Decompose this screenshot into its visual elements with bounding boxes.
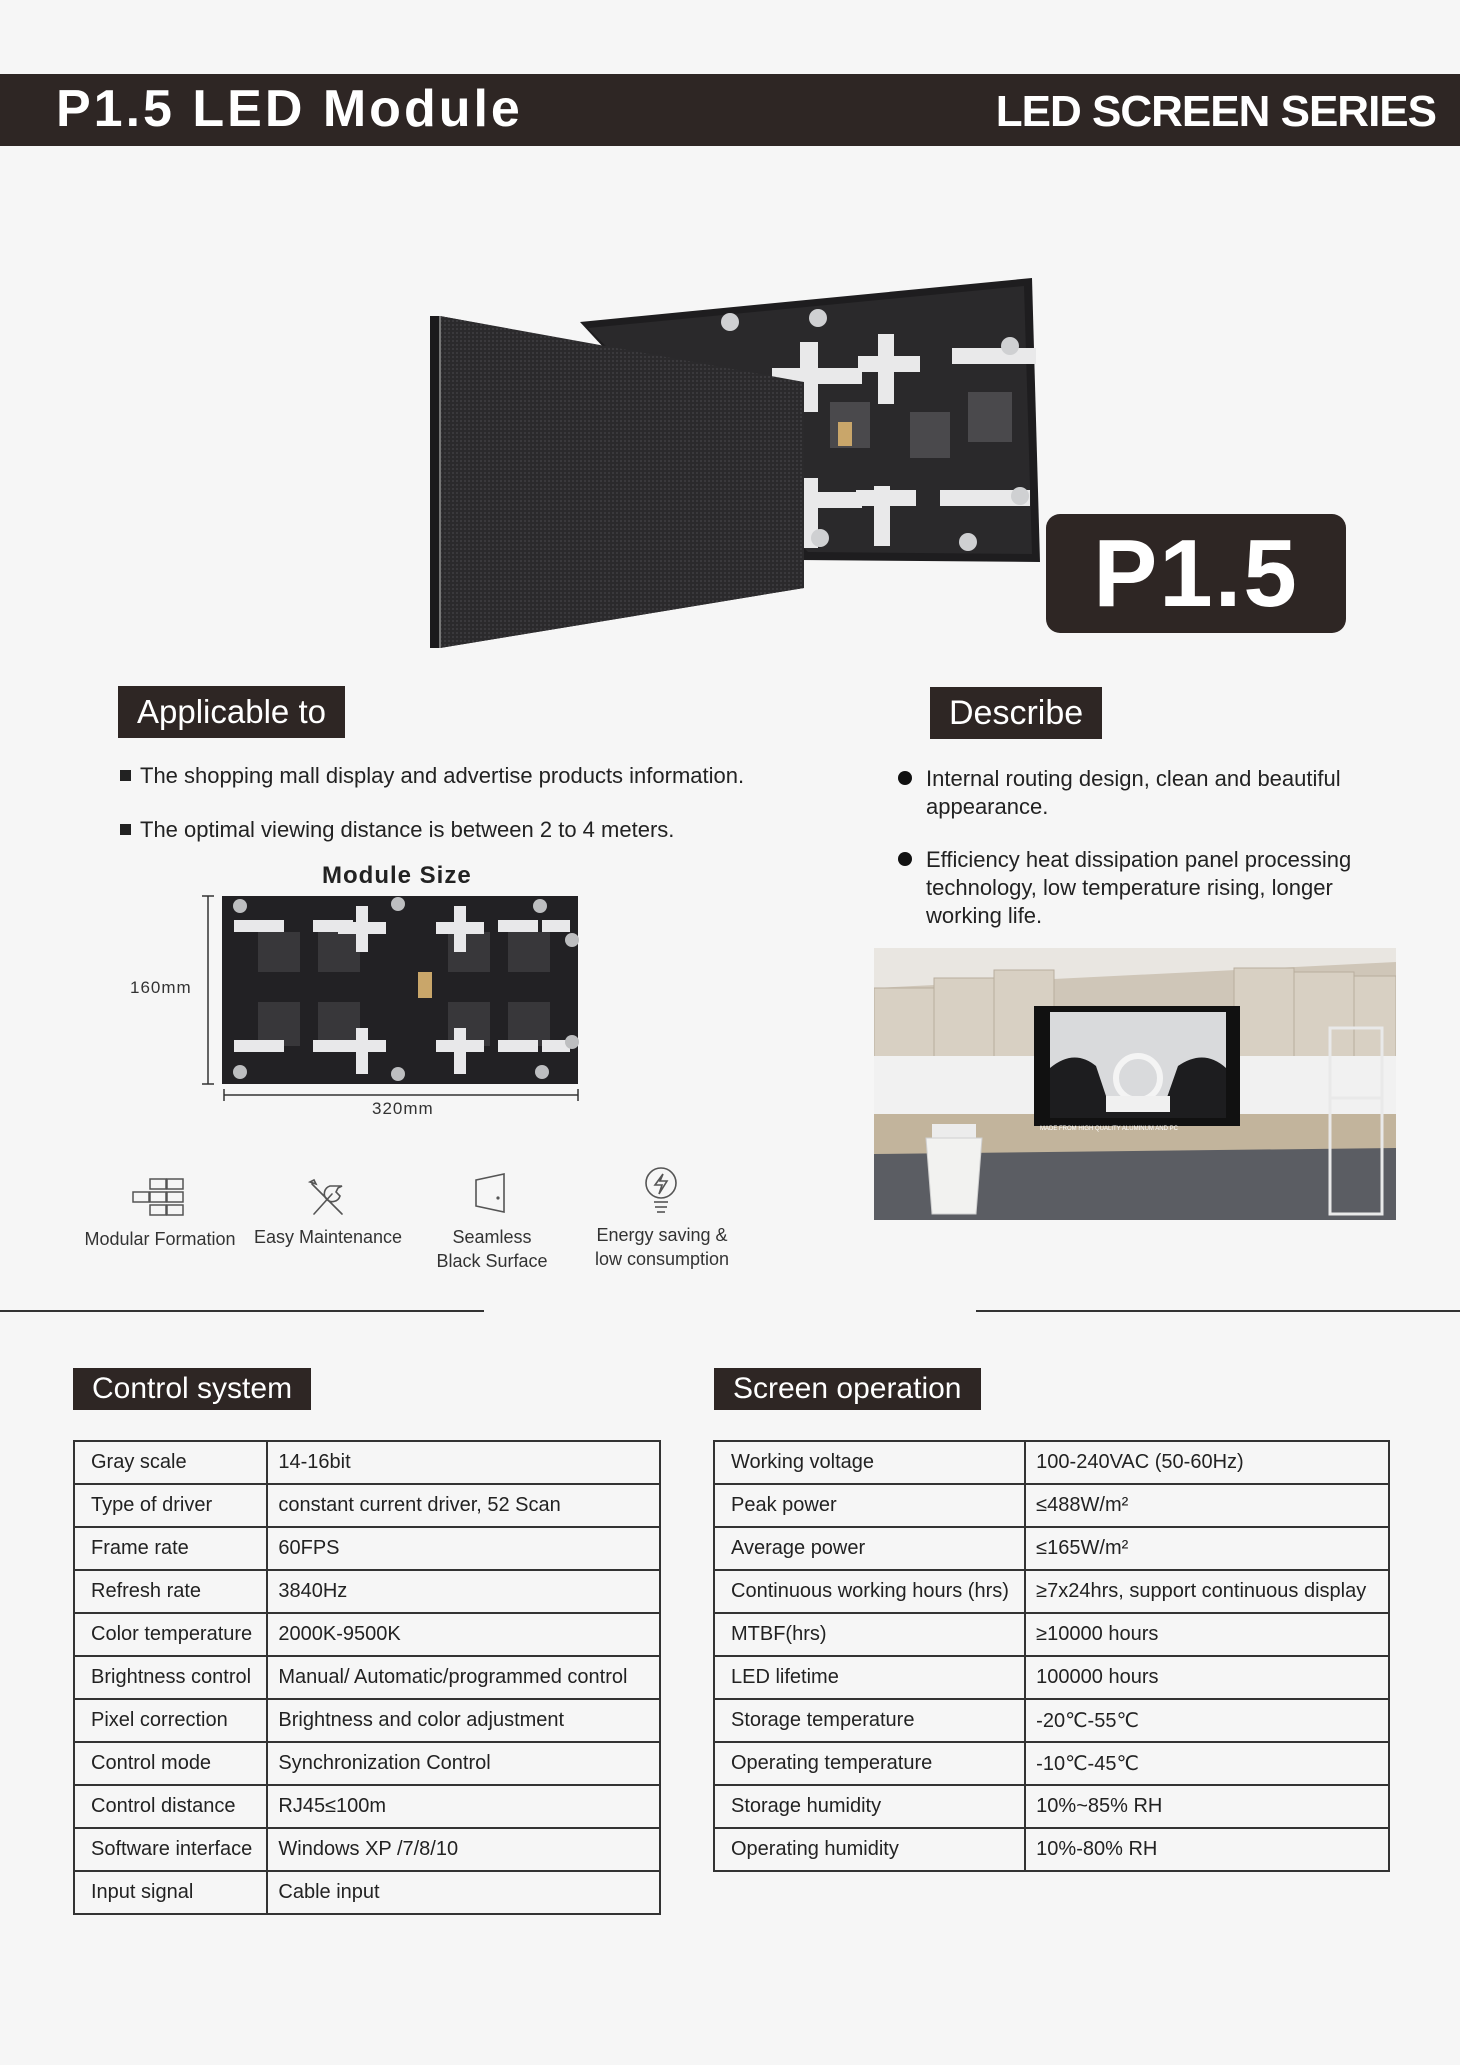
control-spec-row [74, 1828, 660, 1871]
feature-modular-label: Modular Formation [84, 1229, 236, 1249]
screen-spec-row [714, 1785, 1389, 1828]
screen-spec-row [714, 1828, 1389, 1871]
spec-label: Input signal [74, 1871, 267, 1914]
spec-value: Manual/ Automatic/programmed control [267, 1656, 660, 1699]
control-spec-row [74, 1613, 660, 1656]
spec-value: Windows XP /7/8/10 [267, 1828, 660, 1871]
applicable-item: The shopping mall display and advertise products information. [120, 762, 840, 790]
pitch-badge: P1.5 [1046, 514, 1346, 633]
screen-spec-row [714, 1656, 1389, 1699]
spec-label: Storage humidity [714, 1785, 1025, 1828]
spec-label: Pixel correction [74, 1699, 267, 1742]
module-height-label: 160mm [130, 978, 192, 997]
screen-spec-row [714, 1742, 1389, 1785]
spec-value: constant current driver, 52 Scan [267, 1484, 660, 1527]
divider-right [976, 1310, 1460, 1312]
screen-operation-table [713, 1440, 1390, 1872]
control-spec-row [74, 1484, 660, 1527]
installation-photo [874, 948, 1396, 1220]
control-spec-row [74, 1527, 660, 1570]
spec-label: Refresh rate [74, 1570, 267, 1613]
module-size-title: Module Size [322, 862, 472, 889]
control-system-table [73, 1440, 661, 1915]
spec-label: Software interface [74, 1828, 267, 1871]
describe-item: Efficiency heat dissipation panel processing technology, low temperature rising, longer working life. [898, 846, 1396, 930]
spec-value: 3840Hz [267, 1570, 660, 1613]
spec-label: MTBF(hrs) [714, 1613, 1025, 1656]
spec-value: Brightness and color adjustment [267, 1699, 660, 1742]
describe-label: Describe [930, 687, 1102, 739]
divider-left [0, 1310, 484, 1312]
modular-grid-icon [132, 1178, 186, 1218]
control-spec-row [74, 1570, 660, 1613]
applicable-label: Applicable to [118, 686, 345, 738]
screen-spec-row [714, 1570, 1389, 1613]
feature-seamless-label: Seamless Black Surface [436, 1227, 548, 1271]
spec-label: Control mode [74, 1742, 267, 1785]
applicable-item: The optimal viewing distance is between 2 to 4 meters. [120, 816, 840, 844]
spec-value: -20℃-55℃ [1025, 1699, 1389, 1742]
control-system-label: Control system [73, 1368, 311, 1410]
spec-label: Working voltage [714, 1441, 1025, 1484]
spec-label: Storage temperature [714, 1699, 1025, 1742]
series-title: LED SCREEN SERIES [995, 87, 1436, 136]
spec-value: RJ45≤100m [267, 1785, 660, 1828]
spec-label: LED lifetime [714, 1656, 1025, 1699]
control-spec-row [74, 1656, 660, 1699]
spec-value: 100000 hours [1025, 1656, 1389, 1699]
spec-value: ≤488W/m² [1025, 1484, 1389, 1527]
feature-energy-label: Energy saving & low consumption [594, 1225, 730, 1269]
spec-value: 2000K-9500K [267, 1613, 660, 1656]
spec-label: Gray scale [74, 1441, 267, 1484]
control-spec-row [74, 1699, 660, 1742]
control-spec-row [74, 1742, 660, 1785]
screen-spec-row [714, 1441, 1389, 1484]
spec-value: Synchronization Control [267, 1742, 660, 1785]
spec-value: Cable input [267, 1871, 660, 1914]
spec-value: 60FPS [267, 1527, 660, 1570]
spec-label: Average power [714, 1527, 1025, 1570]
spec-label: Color temperature [74, 1613, 267, 1656]
spec-label: Operating humidity [714, 1828, 1025, 1871]
spec-label: Frame rate [74, 1527, 267, 1570]
describe-item: Internal routing design, clean and beautiful appearance. [898, 765, 1396, 821]
control-spec-row [74, 1871, 660, 1914]
wrench-screwdriver-icon [306, 1178, 350, 1220]
spec-value: ≥7x24hrs, support continuous display [1025, 1570, 1389, 1613]
spec-label: Peak power [714, 1484, 1025, 1527]
spec-value: -10℃-45℃ [1025, 1742, 1389, 1785]
screen-caption: MADE FROM HIGH QUALITY ALUMINUM AND PC [1040, 1126, 1178, 1132]
spec-label: Brightness control [74, 1656, 267, 1699]
spec-label: Control distance [74, 1785, 267, 1828]
spec-value: 10%-80% RH [1025, 1828, 1389, 1871]
spec-value: 10%~85% RH [1025, 1785, 1389, 1828]
spec-value: ≥10000 hours [1025, 1613, 1389, 1656]
screen-spec-row [714, 1613, 1389, 1656]
panel-surface-icon [474, 1172, 510, 1214]
screen-operation-label: Screen operation [714, 1368, 981, 1410]
page-title: P1.5 LED Module [56, 80, 523, 138]
screen-spec-row [714, 1699, 1389, 1742]
energy-bulb-icon [642, 1166, 680, 1214]
product-hero-image [420, 272, 1040, 662]
control-spec-row [74, 1441, 660, 1484]
screen-spec-row [714, 1484, 1389, 1527]
control-spec-row [74, 1785, 660, 1828]
spec-value: 14-16bit [267, 1441, 660, 1484]
module-rear-image [198, 892, 586, 1104]
spec-label: Operating temperature [714, 1742, 1025, 1785]
spec-value: ≤165W/m² [1025, 1527, 1389, 1570]
feature-maintenance-label: Easy Maintenance [253, 1227, 403, 1247]
spec-label: Type of driver [74, 1484, 267, 1527]
spec-label: Continuous working hours (hrs) [714, 1570, 1025, 1613]
spec-value: 100-240VAC (50-60Hz) [1025, 1441, 1389, 1484]
screen-spec-row [714, 1527, 1389, 1570]
module-width-label: 320mm [372, 1099, 434, 1118]
